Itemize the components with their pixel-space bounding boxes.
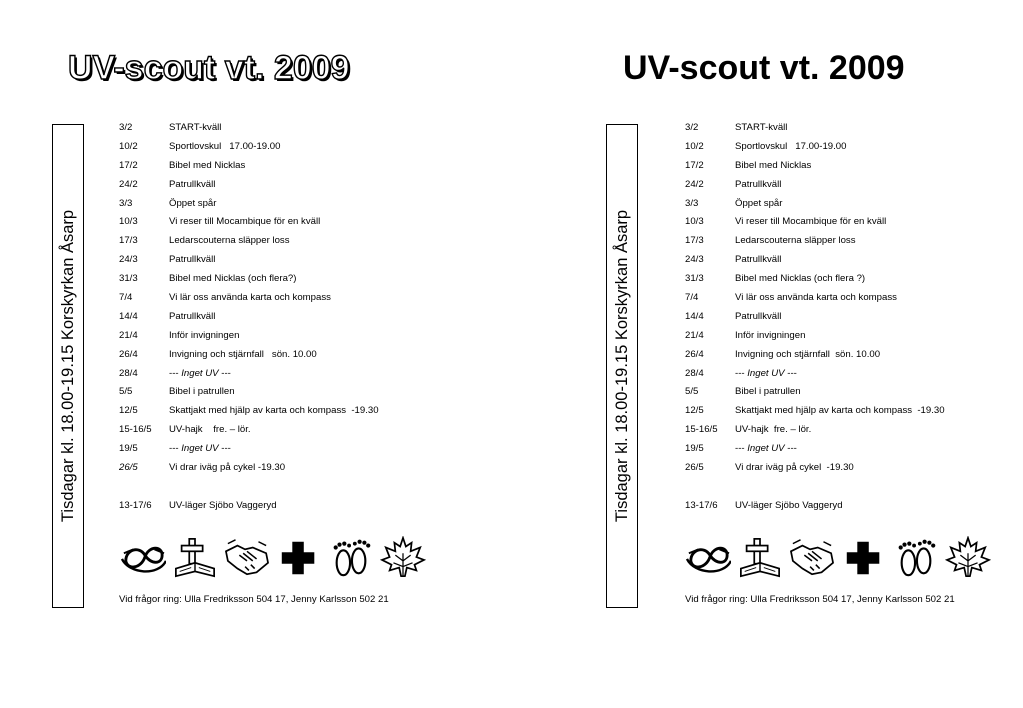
schedule-row <box>685 232 945 251</box>
activity-text: Patrullkväll <box>735 254 782 266</box>
contact-info: Vid frågor ring: Ulla Fredriksson 504 17, Jenny Karlsson 502 21 <box>119 594 389 605</box>
schedule-activity <box>735 308 781 327</box>
schedule-date: 26/4 <box>685 348 704 360</box>
activity-text: Vi reser till Mocambique för en kväll <box>169 216 321 228</box>
schedule-spacer <box>119 478 379 497</box>
schedule-date: 28/4 <box>685 367 704 379</box>
activity-text: Ledarscouterna släpper loss <box>735 235 856 247</box>
activity-text: Vi reser till Mocambique för en kväll <box>735 216 887 228</box>
schedule-activity <box>169 119 221 138</box>
schedule-date: 12/5 <box>119 405 138 417</box>
schedule-date: 17/2 <box>119 159 138 171</box>
schedule-activity <box>169 213 320 232</box>
activity-text: Bibel med Nicklas (och flera ?) <box>735 273 866 285</box>
side-label: Tisdagar kl. 18.00-19.15 Korskyrkan Åsarp <box>59 209 77 523</box>
schedule-row <box>119 119 379 138</box>
icon-row <box>120 536 420 582</box>
schedule-activity <box>735 157 811 176</box>
activity-text: --- <box>169 367 182 379</box>
activity-text: Öppet spår <box>735 197 783 209</box>
activity-text: START-kväll <box>735 122 788 133</box>
schedule-date: 24/3 <box>685 254 704 266</box>
schedule-date: 26/4 <box>119 348 138 360</box>
schedule-row <box>119 497 379 516</box>
contact-info: Vid frågor ring: Ulla Fredriksson 504 17, Jenny Karlsson 502 21 <box>685 594 955 605</box>
schedule-activity <box>169 270 296 289</box>
schedule-activity <box>169 251 215 270</box>
schedule-date: 5/5 <box>119 386 133 398</box>
schedule-row <box>685 365 945 384</box>
activity-text: --- <box>218 367 231 379</box>
schedule-date: 17/2 <box>685 159 704 171</box>
activity-text: Vi drar iväg på cykel -19.30 <box>169 462 286 474</box>
activity-text: Patrullkväll <box>169 310 216 322</box>
schedule-activity <box>735 213 886 232</box>
activity-text: Inför invigningen <box>169 329 240 341</box>
schedule-row <box>685 327 945 346</box>
activity-text: Bibel med Nicklas <box>169 159 246 171</box>
schedule-row <box>119 402 379 421</box>
activity-text: --- <box>784 443 797 455</box>
activity-text: Vi lär oss använda karta och kompass <box>169 292 331 304</box>
red-cross-icon <box>276 536 322 580</box>
side-label-box <box>52 124 84 608</box>
activity-text: UV-hajk fre. – lör. <box>735 424 812 436</box>
schedule-spacer <box>685 478 945 497</box>
activity-text: Öppet spår <box>169 197 217 209</box>
schedule-row <box>119 195 379 214</box>
flyer-right <box>511 0 1023 708</box>
schedule-date: 19/5 <box>685 443 704 455</box>
schedule-date: 7/4 <box>119 292 133 304</box>
schedule-date: 10/2 <box>119 140 138 152</box>
schedule-date: 24/3 <box>119 254 138 266</box>
activity-text: Inget UV <box>747 443 785 455</box>
schedule-date: 3/3 <box>119 197 133 209</box>
maple-leaf-icon <box>380 536 426 580</box>
schedule-activity <box>735 459 854 478</box>
schedule-date: 7/4 <box>685 292 699 304</box>
schedule-row <box>685 497 945 516</box>
schedule-row <box>685 270 945 289</box>
cross-bible-icon <box>172 536 218 580</box>
schedule-row <box>119 421 379 440</box>
red-cross-icon <box>841 536 887 580</box>
schedule-date: 17/3 <box>119 235 138 247</box>
schedule-date: 3/3 <box>685 197 699 209</box>
schedule-row <box>685 459 945 478</box>
schedule-activity <box>169 440 231 459</box>
schedule-date: 31/3 <box>685 273 704 285</box>
schedule-activity <box>169 176 215 195</box>
activity-text: Sportlovskul 17.00-19.00 <box>735 140 847 152</box>
activity-text: --- <box>735 443 748 455</box>
schedule-activity <box>169 195 216 214</box>
schedule-row <box>119 308 379 327</box>
activity-text: Bibel i patrullen <box>735 386 801 398</box>
schedule-row <box>119 346 379 365</box>
schedule-activity <box>735 138 846 157</box>
schedule-activity <box>169 497 277 516</box>
schedule-list <box>119 119 379 516</box>
schedule-row <box>119 232 379 251</box>
page-title: UV-scout vt. 2009 <box>623 49 905 87</box>
schedule-date: 28/4 <box>119 367 138 379</box>
schedule-activity <box>169 459 285 478</box>
schedule-activity <box>169 232 290 251</box>
schedule-date: 24/2 <box>685 178 704 190</box>
schedule-row <box>119 270 379 289</box>
activity-text: Inför invigningen <box>735 329 806 341</box>
activity-text: Bibel i patrullen <box>169 386 235 398</box>
activity-text: Skattjakt med hjälp av karta och kompass -19.30 <box>735 405 945 417</box>
schedule-row <box>685 157 945 176</box>
schedule-row <box>685 251 945 270</box>
activity-text: Patrullkväll <box>169 254 216 266</box>
schedule-activity <box>169 327 239 346</box>
icon-row <box>685 536 985 582</box>
schedule-date: 14/4 <box>685 310 704 322</box>
schedule-activity <box>169 346 317 365</box>
schedule-activity <box>169 138 280 157</box>
activity-text: Ledarscouterna släpper loss <box>169 235 290 247</box>
activity-text: Patrullkväll <box>169 178 216 190</box>
side-label: Tisdagar kl. 18.00-19.15 Korskyrkan Åsarp <box>613 209 631 523</box>
schedule-date: 3/2 <box>119 122 133 133</box>
schedule-row <box>685 421 945 440</box>
schedule-activity <box>169 365 231 384</box>
schedule-row <box>119 440 379 459</box>
activity-text: Vi lär oss använda karta och kompass <box>735 292 897 304</box>
schedule-activity <box>169 157 245 176</box>
schedule-row <box>685 346 945 365</box>
schedule-activity <box>169 402 379 421</box>
schedule-date: 10/3 <box>119 216 138 228</box>
schedule-date: 26/5 <box>685 462 704 474</box>
schedule-date: 10/3 <box>685 216 704 228</box>
activity-text: UV-läger Sjöbo Vaggeryd <box>169 499 277 511</box>
schedule-row <box>685 176 945 195</box>
activity-text: UV-hajk fre. – lör. <box>169 424 251 436</box>
schedule-date: 12/5 <box>685 405 704 417</box>
activity-text: --- <box>218 443 231 455</box>
schedule-row <box>685 213 945 232</box>
schedule-row <box>119 138 379 157</box>
schedule-date: 15-16/5 <box>685 424 718 436</box>
footprints-icon <box>893 536 939 580</box>
schedule-activity <box>735 195 782 214</box>
schedule-row <box>119 383 379 402</box>
schedule-row <box>685 308 945 327</box>
activity-text: Bibel med Nicklas <box>735 159 812 171</box>
schedule-row <box>685 402 945 421</box>
schedule-row <box>119 176 379 195</box>
activity-text: UV-läger Sjöbo Vaggeryd <box>735 499 843 511</box>
schedule-activity <box>735 232 856 251</box>
schedule-activity <box>735 440 797 459</box>
schedule-activity <box>169 421 251 440</box>
schedule-activity <box>169 308 215 327</box>
handshake-icon <box>789 536 835 580</box>
schedule-activity <box>735 251 781 270</box>
schedule-row <box>685 440 945 459</box>
schedule-date: 19/5 <box>119 443 138 455</box>
schedule-date: 13-17/6 <box>119 499 152 511</box>
footprints-icon <box>328 536 374 580</box>
side-label-box <box>606 124 638 608</box>
cross-bible-icon <box>737 536 783 580</box>
schedule-row <box>685 289 945 308</box>
schedule-activity <box>735 383 801 402</box>
schedule-date: 21/4 <box>685 329 704 341</box>
activity-text: --- <box>784 367 797 379</box>
schedule-activity <box>735 402 945 421</box>
activity-text: Inget UV <box>181 443 219 455</box>
schedule-row <box>119 289 379 308</box>
scout-knot-icon <box>120 536 166 580</box>
page-title: UV-scout vt. 2009 <box>68 49 350 87</box>
schedule-date: 5/5 <box>685 386 699 398</box>
schedule-row <box>119 365 379 384</box>
activity-text: START-kväll <box>169 122 222 133</box>
activity-text: Invigning och stjärnfall sön. 10.00 <box>169 348 317 360</box>
activity-text: Inget UV <box>181 367 219 379</box>
schedule-row <box>119 213 379 232</box>
scout-knot-icon <box>685 536 731 580</box>
schedule-date: 24/2 <box>119 178 138 190</box>
schedule-row <box>685 119 945 138</box>
schedule-activity <box>735 327 805 346</box>
schedule-activity <box>169 289 331 308</box>
activity-text: Bibel med Nicklas (och flera?) <box>169 273 297 285</box>
schedule-activity <box>735 346 880 365</box>
schedule-row <box>119 157 379 176</box>
activity-text: Invigning och stjärnfall sön. 10.00 <box>735 348 881 360</box>
schedule-date: 13-17/6 <box>685 499 718 511</box>
schedule-activity <box>169 383 235 402</box>
schedule-row <box>119 251 379 270</box>
activity-text: --- <box>169 443 182 455</box>
schedule-row <box>685 138 945 157</box>
schedule-activity <box>735 270 865 289</box>
activity-text: Sportlovskul 17.00-19.00 <box>169 140 281 152</box>
schedule-date: 14/4 <box>119 310 138 322</box>
schedule-date: 15-16/5 <box>119 424 152 436</box>
schedule-row <box>119 459 379 478</box>
schedule-activity <box>735 365 797 384</box>
activity-text: Skattjakt med hjälp av karta och kompass -19.30 <box>169 405 379 417</box>
schedule-date: 10/2 <box>685 140 704 152</box>
schedule-date: 21/4 <box>119 329 138 341</box>
schedule-activity <box>735 497 843 516</box>
schedule-date: 3/2 <box>685 122 699 133</box>
schedule-activity <box>735 421 811 440</box>
schedule-row <box>119 327 379 346</box>
flyer-left <box>0 0 511 708</box>
schedule-activity <box>735 289 897 308</box>
schedule-activity <box>735 176 781 195</box>
activity-text: Patrullkväll <box>735 310 782 322</box>
activity-text: Patrullkväll <box>735 178 782 190</box>
schedule-date: 31/3 <box>119 273 138 285</box>
schedule-row <box>685 383 945 402</box>
schedule-date: 17/3 <box>685 235 704 247</box>
activity-text: Vi drar iväg på cykel -19.30 <box>735 462 854 474</box>
schedule-list <box>685 119 945 516</box>
activity-text: --- <box>735 367 748 379</box>
handshake-icon <box>224 536 270 580</box>
schedule-row <box>685 195 945 214</box>
schedule-date: 26/5 <box>119 462 138 474</box>
schedule-activity <box>735 119 787 138</box>
activity-text: Inget UV <box>747 367 785 379</box>
maple-leaf-icon <box>945 536 991 580</box>
